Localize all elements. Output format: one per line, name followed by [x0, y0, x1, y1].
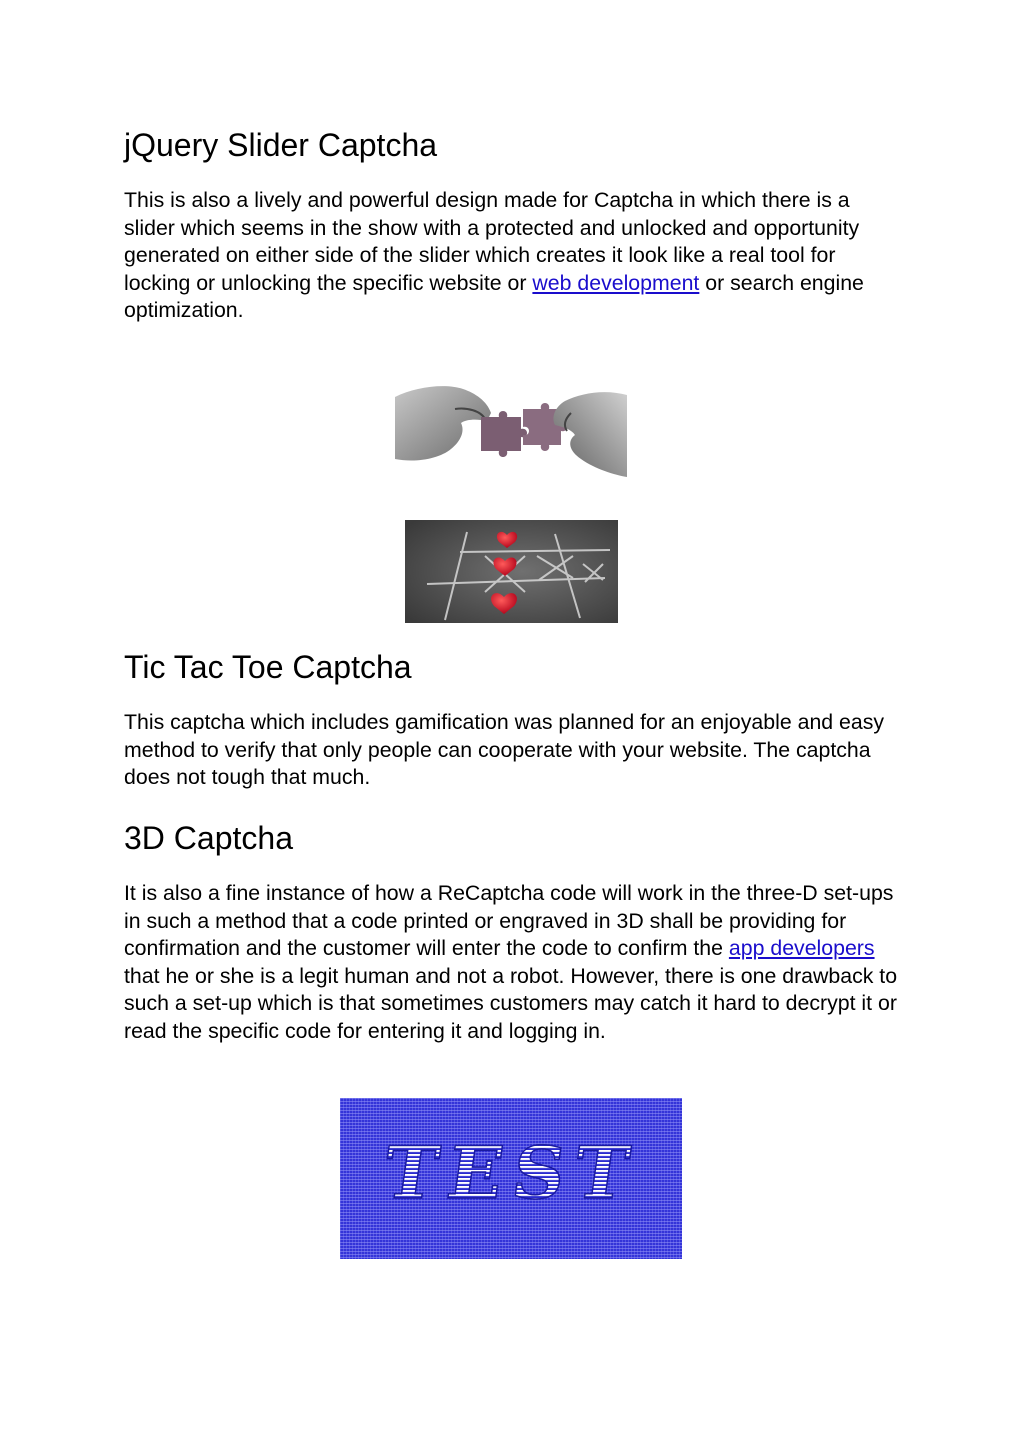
heading-3d-captcha: 3D Captcha [124, 820, 293, 856]
heading-tic-tac-toe-captcha: Tic Tac Toe Captcha [124, 649, 412, 685]
paragraph-3d-captcha: It is also a fine instance of how a ReCaptcha code will work in the three-D set-ups in such a method that a code printed or engraved in 3D shall be providing for confirmation and the customer will enter the code to confirm the app developers that he or she is a legit human and not a robot. However, there is one drawback to such a set-up which is that sometimes customers may catch it hard to decrypt it or read the specific code for entering it and logging in. [124, 881, 898, 1043]
paragraph-jquery-slider-captcha: This is also a lively and powerful design made for Captcha in which there is a slider which seems in the show with a protected and unlocked and opportunity generated on either side of the slider which creates it look like a real tool for locking or unlocking the specific website or web development or search engine optimization. [124, 188, 864, 322]
app-developers-link[interactable]: app developers [728, 936, 875, 960]
puzzle-piece-left-icon [481, 411, 527, 457]
paragraph-tic-tac-toe-captcha: This captcha which includes gamification was planned for an enjoyable and easy method to verify that only people can cooperate with your website. The captcha does not tough that much. [124, 710, 885, 789]
tic-tac-toe-hearts-image [405, 520, 618, 623]
captcha-text: TEST [378, 1131, 645, 1216]
heading-jquery-slider-captcha: jQuery Slider Captcha [124, 127, 438, 163]
web-development-link[interactable]: web development [532, 270, 700, 295]
puzzle-hands-image [395, 379, 627, 479]
3d-captcha-image [340, 1098, 682, 1259]
